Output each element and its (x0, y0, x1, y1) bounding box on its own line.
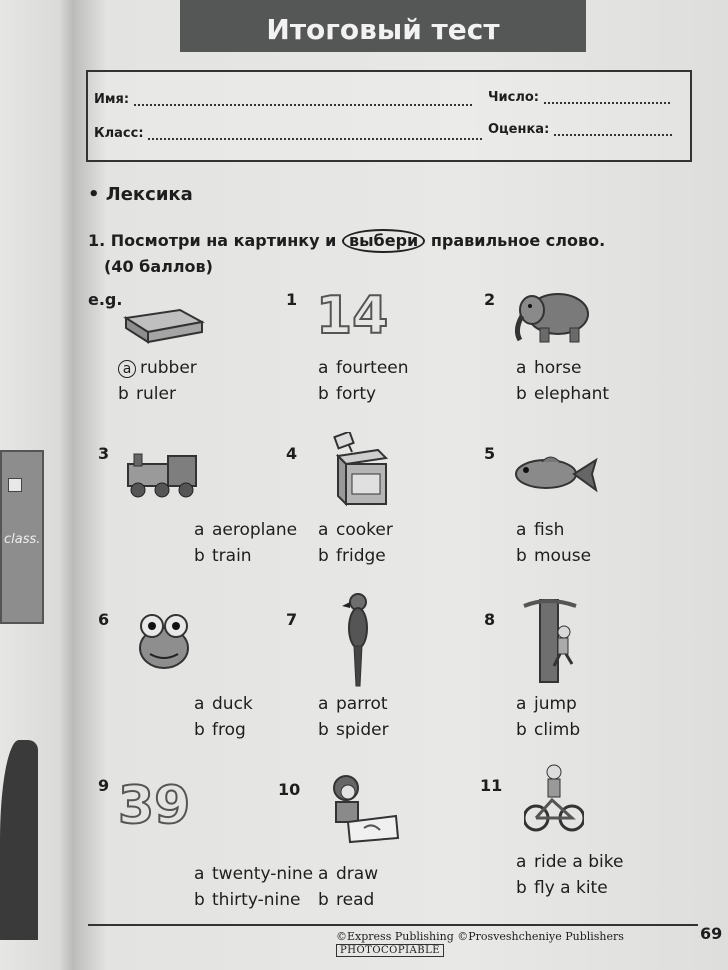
option-letter-a-circled: a (118, 360, 136, 378)
item-number: 2 (484, 290, 496, 309)
train-picture (118, 450, 214, 500)
option-letter-b: b (318, 384, 329, 404)
option-b-text: elephant (534, 384, 610, 404)
worksheet-page (74, 0, 728, 970)
name-field[interactable] (94, 92, 472, 107)
item-number: 11 (480, 776, 503, 795)
item-number: 1 (286, 290, 298, 309)
item-number: 5 (484, 444, 496, 463)
footer-divider (88, 924, 698, 926)
task-instruction (88, 228, 605, 280)
option-letter-a: a (318, 864, 329, 884)
option-a-text: horse (534, 358, 582, 378)
option-a[interactable] (318, 864, 378, 884)
option-a[interactable] (318, 694, 388, 714)
photocopiable-badge: PHOTOCOPIABLE (336, 944, 444, 957)
option-b-text: climb (534, 720, 581, 740)
option-letter-b: b (516, 384, 527, 404)
option-b-text: forty (336, 384, 377, 404)
elephant-picture (512, 290, 602, 346)
option-b-text: read (336, 890, 375, 910)
option-letter-b: b (516, 878, 527, 898)
option-a-text: parrot (336, 694, 388, 714)
option-a-text: jump (534, 694, 577, 714)
class-dotted-line[interactable] (148, 128, 482, 140)
left-page-class-text: class. (4, 532, 41, 547)
bike-picture (524, 762, 584, 836)
option-letter-a: a (516, 520, 527, 540)
name-label: Имя: (94, 92, 130, 107)
left-page-picture (0, 450, 44, 624)
option-a[interactable] (118, 358, 197, 378)
left-page-window (8, 478, 22, 492)
item-number: 4 (286, 444, 298, 463)
number-thirty-nine-picture: 39 (118, 776, 191, 836)
option-a[interactable] (516, 358, 581, 378)
option-b-text: fridge (336, 546, 386, 566)
option-a-text: fish (534, 520, 565, 540)
grade-label: Оценка: (488, 122, 550, 137)
option-letter-b: b (318, 546, 329, 566)
option-b-text: fly a kite (534, 878, 608, 898)
option-a[interactable] (318, 520, 393, 540)
option-a-text: twenty-nine (212, 864, 314, 884)
item-number: 10 (278, 780, 301, 799)
option-a[interactable] (194, 520, 297, 540)
date-field[interactable] (488, 90, 670, 105)
option-b[interactable] (194, 720, 246, 740)
option-letter-a: a (194, 694, 205, 714)
section-heading: • Лексика (88, 184, 193, 205)
option-letter-a: a (318, 358, 329, 378)
option-b-text: train (212, 546, 252, 566)
student-info-box (86, 70, 692, 162)
option-b[interactable] (516, 384, 609, 404)
option-letter-b: b (194, 546, 205, 566)
parrot-picture (336, 590, 376, 690)
left-page-edge (0, 0, 74, 970)
left-page-cat-picture (0, 740, 38, 940)
grade-dotted-line[interactable] (554, 124, 672, 136)
option-b[interactable] (194, 890, 300, 910)
option-b-text: thirty-nine (212, 890, 301, 910)
option-a-text: cooker (336, 520, 393, 540)
item-number: 8 (484, 610, 496, 629)
option-b[interactable] (516, 878, 608, 898)
option-letter-b: b (318, 890, 329, 910)
option-b[interactable] (516, 546, 591, 566)
option-letter-a: a (194, 864, 205, 884)
option-a[interactable] (194, 864, 313, 884)
item-number: 6 (98, 610, 110, 629)
option-letter-a: a (516, 694, 527, 714)
option-letter-b: b (194, 720, 205, 740)
option-a[interactable] (516, 852, 623, 872)
date-dotted-line[interactable] (544, 92, 670, 104)
option-letter-b: b (318, 720, 329, 740)
task-suffix: правильное слово. (430, 231, 606, 250)
page-number: 69 (700, 924, 723, 943)
option-a[interactable] (318, 358, 409, 378)
option-letter-b: b (516, 546, 527, 566)
option-a-text: ride a bike (534, 852, 624, 872)
option-a[interactable] (516, 520, 564, 540)
option-b[interactable] (516, 720, 580, 740)
option-a-text: fourteen (336, 358, 409, 378)
option-letter-b: b (516, 720, 527, 740)
item-number: 7 (286, 610, 298, 629)
option-b-text: spider (336, 720, 389, 740)
name-dotted-line[interactable] (134, 94, 472, 106)
rubber-picture (118, 304, 208, 344)
option-letter-a: a (318, 520, 329, 540)
task-prefix: 1. Посмотри на картинку и (88, 231, 337, 250)
date-label: Число: (488, 90, 539, 105)
option-a-text: draw (336, 864, 379, 884)
class-label: Класс: (94, 126, 144, 141)
option-letter-a: a (516, 358, 527, 378)
option-a-text: rubber (140, 358, 197, 378)
option-b-text: ruler (136, 384, 176, 404)
fish-picture (512, 450, 600, 500)
number-fourteen-picture: 14 (316, 286, 389, 346)
climb-picture (520, 596, 584, 686)
option-b[interactable] (318, 720, 389, 740)
option-b[interactable] (118, 384, 176, 404)
option-b[interactable] (194, 546, 252, 566)
item-number: 3 (98, 444, 110, 463)
cooker-picture (330, 432, 394, 512)
option-a-text: aeroplane (212, 520, 298, 540)
option-a-text: duck (212, 694, 253, 714)
frog-picture (130, 608, 200, 678)
item-number: 9 (98, 776, 110, 795)
footer-credits (336, 930, 728, 956)
option-b-text: mouse (534, 546, 592, 566)
item-number: e.g. (88, 290, 123, 309)
option-a[interactable] (194, 694, 253, 714)
grade-field[interactable] (488, 122, 672, 137)
footer-copyright: ©Express Publishing ©Prosveshcheniye Publishers (336, 930, 624, 943)
option-letter-a: a (318, 694, 329, 714)
class-field[interactable] (94, 126, 482, 141)
option-b[interactable] (318, 546, 386, 566)
task-points: (40 баллов) (104, 257, 213, 276)
option-b-text: frog (212, 720, 246, 740)
option-b[interactable] (318, 890, 374, 910)
option-letter-b: b (118, 384, 129, 404)
option-letter-a: a (194, 520, 205, 540)
page-title: Итоговый тест (180, 0, 586, 52)
option-a[interactable] (516, 694, 577, 714)
draw-picture (312, 772, 402, 844)
option-letter-a: a (516, 852, 527, 872)
task-circled-word: выбери (342, 229, 425, 253)
option-letter-b: b (194, 890, 205, 910)
option-b[interactable] (318, 384, 376, 404)
